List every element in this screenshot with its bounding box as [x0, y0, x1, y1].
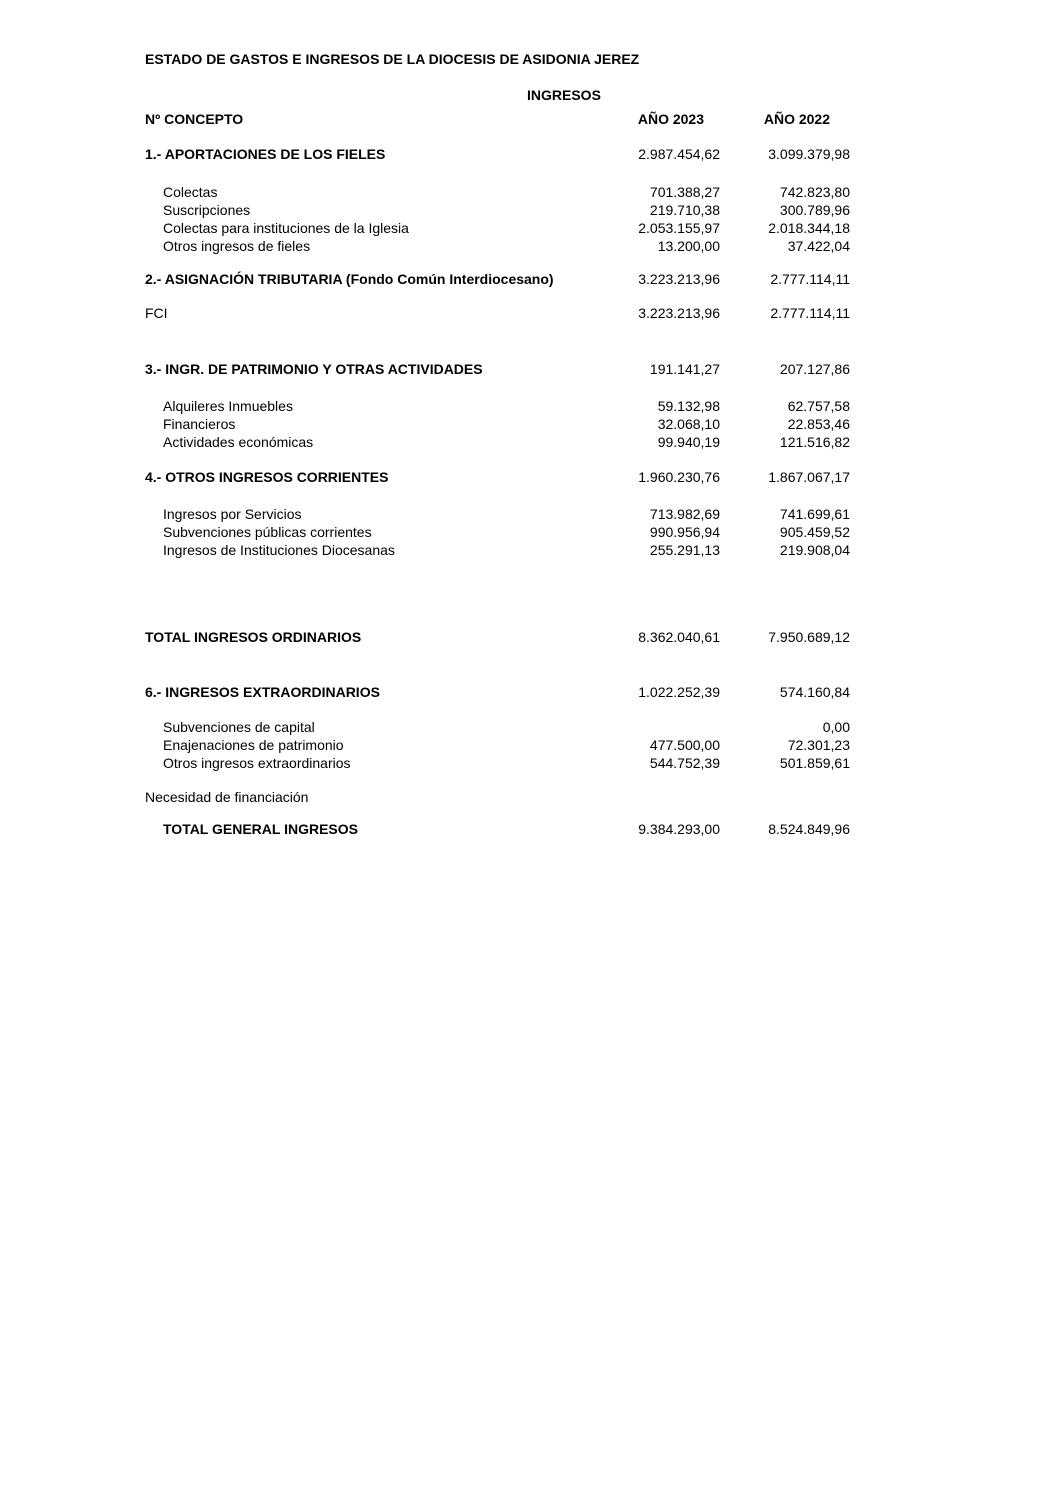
- row-label: Subvenciones de capital: [163, 719, 315, 735]
- row-value-2023: 8.362.040,61: [638, 629, 720, 645]
- row-value-2023: 3.223.213,96: [638, 271, 720, 287]
- row-value-2023: 255.291,13: [649, 542, 720, 558]
- row-value-2022: 742.823,80: [779, 184, 850, 200]
- row-subvenciones-de-capital: [145, 718, 850, 736]
- row-asignacion-tributaria: [145, 270, 850, 288]
- row-value-2022: 574.160,84: [779, 684, 850, 700]
- row-value-2022: 300.789,96: [779, 202, 850, 218]
- row-suscripciones: [145, 201, 850, 219]
- row-label: TOTAL GENERAL INGRESOS: [163, 821, 358, 837]
- row-value-2023: [590, 718, 720, 736]
- row-value-2022: 0,00: [822, 719, 850, 735]
- row-label: Colectas: [163, 184, 218, 200]
- row-value-2022: 2.777.114,11: [770, 271, 850, 287]
- document-content: [145, 0, 850, 838]
- row-label: 2.- ASIGNACIÓN TRIBUTARIA (Fondo Común Interdiocesano): [145, 271, 554, 287]
- row-value-2023: 99.940,19: [657, 434, 720, 450]
- row-value-2023: [590, 788, 720, 806]
- row-alquileres-inmuebles: [145, 397, 850, 415]
- row-value-2023: 191.141,27: [649, 361, 720, 377]
- row-value-2023: 1.022.252,39: [638, 684, 720, 700]
- row-label: Otros ingresos extraordinarios: [163, 755, 351, 771]
- row-value-2022: 121.516,82: [779, 434, 850, 450]
- row-otros-ingresos-extraordinarios: [145, 754, 850, 772]
- row-value-2023: 544.752,39: [649, 755, 720, 771]
- row-value-2023: 1.960.230,76: [638, 469, 720, 485]
- row-value-2022: 2.777.114,11: [770, 305, 850, 321]
- row-label: 4.- OTROS INGRESOS CORRIENTES: [145, 469, 389, 485]
- column-header-year-2023: AÑO 2023: [637, 111, 704, 127]
- row-label: Enajenaciones de patrimonio: [163, 737, 344, 753]
- row-label: Necesidad de financiación: [145, 789, 309, 805]
- row-value-2022: 3.099.379,98: [768, 146, 850, 162]
- row-fci: [145, 304, 850, 322]
- row-value-2022: 22.853,46: [787, 416, 850, 432]
- column-header-concept: Nº CONCEPTO: [145, 111, 244, 127]
- row-value-2023: 2.053.155,97: [638, 220, 720, 236]
- row-value-2023: 219.710,38: [649, 202, 720, 218]
- section-heading-ingresos: INGRESOS: [527, 87, 601, 103]
- row-ingr-patrimonio-otras-actividades: [145, 360, 850, 378]
- row-value-2023: 3.223.213,96: [638, 305, 720, 321]
- row-label: Financieros: [163, 416, 236, 432]
- row-value-2022: 741.699,61: [779, 506, 850, 522]
- row-financieros: [145, 415, 850, 433]
- row-total-ingresos-ordinarios: [145, 628, 850, 646]
- row-value-2022: 1.867.067,17: [768, 469, 850, 485]
- row-value-2022: 7.950.689,12: [768, 629, 850, 645]
- row-otros-ingresos-de-fieles: [145, 237, 850, 255]
- row-label: Colectas para instituciones de la Iglesia: [163, 220, 409, 236]
- row-label: Actividades económicas: [163, 434, 314, 450]
- row-value-2023: 59.132,98: [657, 398, 720, 414]
- row-value-2022: 2.018.344,18: [768, 220, 850, 236]
- row-value-2023: 990.956,94: [649, 524, 720, 540]
- row-label: Subvenciones públicas corrientes: [163, 524, 372, 540]
- row-value-2023: 713.982,69: [649, 506, 720, 522]
- row-ingresos-instituciones-diocesanas: [145, 541, 850, 559]
- row-subvenciones-publicas-corrientes: [145, 523, 850, 541]
- row-colectas-instituciones-iglesia: [145, 219, 850, 237]
- row-value-2023: 701.388,27: [649, 184, 720, 200]
- row-value-2023: 477.500,00: [649, 737, 720, 753]
- row-value-2022: [720, 788, 850, 806]
- row-value-2023: 32.068,10: [657, 416, 720, 432]
- row-label: 1.- APORTACIONES DE LOS FIELES: [145, 146, 386, 162]
- row-label: 3.- INGR. DE PATRIMONIO Y OTRAS ACTIVIDADES: [145, 361, 483, 377]
- table-header-row: [145, 110, 850, 128]
- row-value-2022: 501.859,61: [779, 755, 850, 771]
- row-ingresos-por-servicios: [145, 505, 850, 523]
- row-ingresos-extraordinarios: [145, 683, 850, 701]
- row-necesidad-de-financiacion: [145, 788, 850, 806]
- row-colectas: [145, 183, 850, 201]
- row-total-general-ingresos: [145, 820, 850, 838]
- row-label: Ingresos de Instituciones Diocesanas: [163, 542, 395, 558]
- row-label: Suscripciones: [163, 202, 251, 218]
- row-value-2023: 2.987.454,62: [638, 146, 720, 162]
- row-value-2022: 62.757,58: [787, 398, 850, 414]
- document-title: ESTADO DE GASTOS E INGRESOS DE LA DIOCESIS DE ASIDONIA JEREZ: [145, 51, 640, 67]
- row-value-2022: 8.524.849,96: [768, 821, 850, 837]
- row-value-2023: 9.384.293,00: [638, 821, 720, 837]
- row-value-2022: 219.908,04: [779, 542, 850, 558]
- row-value-2022: 207.127,86: [779, 361, 850, 377]
- row-value-2022: 37.422,04: [787, 238, 850, 254]
- row-label: 6.- INGRESOS EXTRAORDINARIOS: [145, 684, 380, 700]
- column-header-year-2022: AÑO 2022: [763, 111, 830, 127]
- row-enajenaciones-de-patrimonio: [145, 736, 850, 754]
- row-label: Otros ingresos de fieles: [163, 238, 311, 254]
- row-actividades-economicas: [145, 433, 850, 451]
- row-label: TOTAL INGRESOS ORDINARIOS: [145, 629, 362, 645]
- row-label: Ingresos por Servicios: [163, 506, 302, 522]
- row-label: Alquileres Inmuebles: [163, 398, 293, 414]
- row-value-2022: 72.301,23: [787, 737, 850, 753]
- row-value-2022: 905.459,52: [779, 524, 850, 540]
- row-otros-ingresos-corrientes: [145, 468, 850, 486]
- row-aportaciones-de-los-fieles: [145, 145, 850, 163]
- row-value-2023: 13.200,00: [657, 238, 720, 254]
- row-label: FCI: [145, 305, 168, 321]
